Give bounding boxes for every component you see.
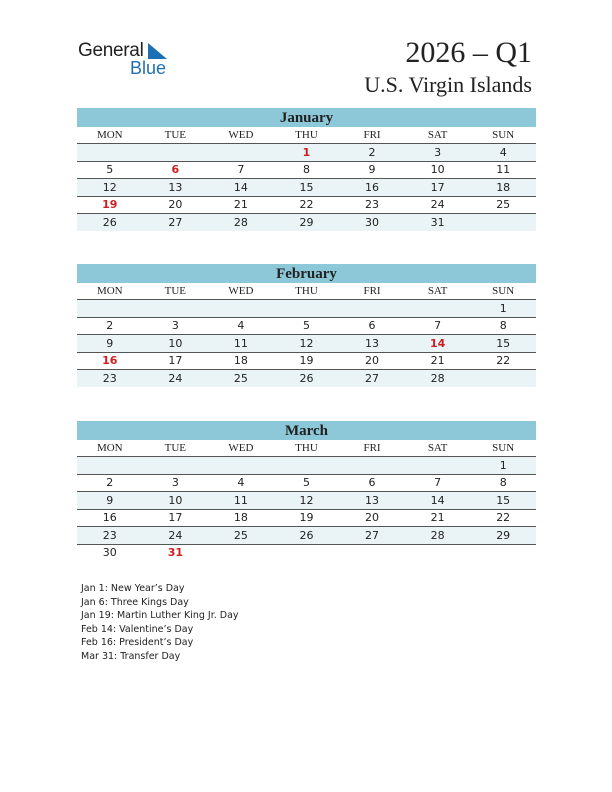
- day-cell: [143, 144, 209, 162]
- day-cell: [77, 457, 143, 475]
- day-cell: [208, 544, 274, 561]
- day-cell: 29: [274, 214, 340, 231]
- month-february: [77, 264, 536, 387]
- day-cell: 21: [208, 196, 274, 214]
- holiday-note: Jan 19: Martin Luther King Jr. Day: [81, 610, 239, 622]
- day-cell: 24: [405, 196, 471, 214]
- day-cell: 10: [143, 335, 209, 353]
- week-row: [77, 214, 536, 231]
- week-row: [77, 544, 536, 561]
- day-cell: 11: [208, 492, 274, 510]
- day-cell: 8: [274, 161, 340, 179]
- weekday-header: WED: [208, 127, 274, 144]
- month-january: [77, 108, 536, 231]
- weekday-header: SUN: [470, 440, 536, 457]
- weekday-header: WED: [208, 283, 274, 300]
- day-cell: 26: [77, 214, 143, 231]
- day-cell: 24: [143, 370, 209, 387]
- weekday-header: SAT: [405, 283, 471, 300]
- day-cell: 25: [470, 196, 536, 214]
- day-cell: 14: [208, 179, 274, 197]
- week-row: [77, 474, 536, 492]
- month-header: January: [77, 108, 536, 127]
- week-row: [77, 144, 536, 162]
- day-cell: 16: [77, 509, 143, 527]
- day-cell: 6: [339, 317, 405, 335]
- page-title: 2026 – Q1: [405, 36, 532, 69]
- month-grid: [77, 283, 536, 387]
- weekday-header: SUN: [470, 127, 536, 144]
- day-cell: 14: [405, 492, 471, 510]
- day-cell: 4: [208, 317, 274, 335]
- weekday-header: MON: [77, 440, 143, 457]
- day-cell: [470, 370, 536, 387]
- week-row: [77, 370, 536, 387]
- logo: [78, 40, 178, 80]
- day-cell: 2: [77, 474, 143, 492]
- day-cell: 31: [167, 546, 183, 560]
- day-cell: 18: [208, 352, 274, 370]
- day-cell: 5: [274, 474, 340, 492]
- day-cell: 15: [274, 179, 340, 197]
- day-cell: 10: [405, 161, 471, 179]
- weekday-header: FRI: [339, 283, 405, 300]
- week-row: [77, 161, 536, 179]
- day-cell: 23: [77, 527, 143, 545]
- day-cell: [274, 544, 340, 561]
- month-header: March: [77, 421, 536, 440]
- weekday-header: MON: [77, 283, 143, 300]
- day-cell: 20: [339, 509, 405, 527]
- day-cell: 26: [274, 527, 340, 545]
- week-row: [77, 352, 536, 370]
- month-grid: [77, 127, 536, 231]
- day-cell: 5: [77, 161, 143, 179]
- day-cell: 19: [274, 352, 340, 370]
- day-cell: 18: [470, 179, 536, 197]
- day-cell: 7: [208, 161, 274, 179]
- day-cell: 5: [274, 317, 340, 335]
- day-cell: 9: [77, 492, 143, 510]
- holiday-note: Jan 6: Three Kings Day: [81, 596, 189, 608]
- weekday-header: SAT: [405, 440, 471, 457]
- week-row: [77, 179, 536, 197]
- day-cell: 20: [143, 196, 209, 214]
- day-cell: 27: [143, 214, 209, 231]
- day-cell: 22: [470, 352, 536, 370]
- day-cell: 30: [102, 546, 117, 560]
- day-cell: 31: [405, 214, 471, 231]
- day-cell: 27: [339, 370, 405, 387]
- holiday-note: Mar 31: Transfer Day: [81, 650, 181, 662]
- day-cell: [208, 144, 274, 162]
- month-grid: [77, 440, 536, 561]
- day-cell: 28: [208, 214, 274, 231]
- week-row: [77, 492, 536, 510]
- day-cell: [339, 457, 405, 475]
- logo-word-blue: Blue: [130, 58, 167, 78]
- day-cell: 26: [274, 370, 340, 387]
- holiday-note: Feb 16: President’s Day: [81, 637, 194, 649]
- day-cell: 8: [470, 317, 536, 335]
- week-row: [77, 457, 536, 475]
- day-cell: 27: [339, 527, 405, 545]
- day-cell: 1: [470, 300, 536, 318]
- day-cell: [77, 300, 143, 318]
- country-name: U.S. Virgin Islands: [364, 72, 532, 97]
- day-cell: 12: [274, 335, 340, 353]
- week-row: [77, 509, 536, 527]
- day-cell: 22: [274, 196, 340, 214]
- day-cell: 15: [470, 335, 536, 353]
- day-cell: [208, 300, 274, 318]
- day-cell: 12: [274, 492, 340, 510]
- day-cell: 22: [470, 509, 536, 527]
- day-cell: 11: [208, 335, 274, 353]
- day-cell: 3: [143, 474, 209, 492]
- month-march: [77, 421, 536, 561]
- weekday-header: THU: [274, 283, 340, 300]
- day-cell: 1: [274, 144, 340, 162]
- day-cell: 17: [405, 179, 471, 197]
- day-cell: 19: [274, 509, 340, 527]
- day-cell: 13: [143, 179, 209, 197]
- weekday-header: TUE: [143, 440, 209, 457]
- day-cell: 12: [77, 179, 143, 197]
- day-cell: 7: [405, 474, 471, 492]
- day-cell: 23: [77, 370, 143, 387]
- month-header: February: [77, 264, 536, 283]
- day-cell: 9: [77, 335, 143, 353]
- day-cell: 10: [143, 492, 209, 510]
- day-cell: 8: [470, 474, 536, 492]
- weekday-header: FRI: [339, 440, 405, 457]
- day-cell: 29: [470, 527, 536, 545]
- day-cell: 6: [143, 161, 209, 179]
- weekday-header: TUE: [143, 283, 209, 300]
- day-cell: [274, 300, 340, 318]
- day-cell: 1: [470, 457, 536, 475]
- holiday-notes: [81, 582, 239, 664]
- day-cell: [143, 457, 209, 475]
- week-row: [77, 335, 536, 353]
- day-cell: 4: [208, 474, 274, 492]
- day-cell: 25: [208, 370, 274, 387]
- day-cell: 16: [339, 179, 405, 197]
- day-cell: 28: [405, 370, 471, 387]
- week-row: [77, 527, 536, 545]
- day-cell: 30: [339, 214, 405, 231]
- day-cell: 15: [470, 492, 536, 510]
- day-cell: [77, 144, 143, 162]
- day-cell: 21: [405, 509, 471, 527]
- week-row: [77, 300, 536, 318]
- day-cell: 17: [143, 509, 209, 527]
- day-cell: 24: [143, 527, 209, 545]
- weekday-header: WED: [208, 440, 274, 457]
- day-cell: 11: [470, 161, 536, 179]
- weekday-header: TUE: [143, 127, 209, 144]
- weekday-header: THU: [274, 440, 340, 457]
- weekday-header: SUN: [470, 283, 536, 300]
- holiday-note: Feb 14: Valentine’s Day: [81, 623, 194, 635]
- day-cell: 6: [339, 474, 405, 492]
- day-cell: 13: [339, 492, 405, 510]
- day-cell: 17: [143, 352, 209, 370]
- day-cell: [339, 300, 405, 318]
- day-cell: [405, 544, 471, 561]
- day-cell: [470, 544, 536, 561]
- day-cell: 14: [405, 335, 471, 353]
- day-cell: 28: [405, 527, 471, 545]
- weekday-header: MON: [77, 127, 143, 144]
- day-cell: 2: [339, 144, 405, 162]
- day-cell: 23: [339, 196, 405, 214]
- holiday-note: Jan 1: New Year’s Day: [81, 583, 185, 594]
- logo-word-general: General: [78, 40, 144, 61]
- day-cell: 25: [208, 527, 274, 545]
- day-cell: [470, 214, 536, 231]
- day-cell: [143, 300, 209, 318]
- day-cell: 19: [77, 196, 143, 214]
- day-cell: 18: [208, 509, 274, 527]
- day-cell: 3: [143, 317, 209, 335]
- weekday-header: SAT: [405, 127, 471, 144]
- day-cell: 21: [405, 352, 471, 370]
- day-cell: 9: [339, 161, 405, 179]
- day-cell: 20: [339, 352, 405, 370]
- day-cell: 13: [339, 335, 405, 353]
- week-row: [77, 317, 536, 335]
- day-cell: 3: [405, 144, 471, 162]
- day-cell: 16: [77, 352, 143, 370]
- day-cell: [405, 457, 471, 475]
- day-cell: [274, 457, 340, 475]
- weekday-header: THU: [274, 127, 340, 144]
- day-cell: [339, 544, 405, 561]
- weekday-header: FRI: [339, 127, 405, 144]
- day-cell: [405, 300, 471, 318]
- day-cell: 7: [405, 317, 471, 335]
- week-row: [77, 196, 536, 214]
- day-cell: 2: [77, 317, 143, 335]
- day-cell: 4: [470, 144, 536, 162]
- day-cell: [208, 457, 274, 475]
